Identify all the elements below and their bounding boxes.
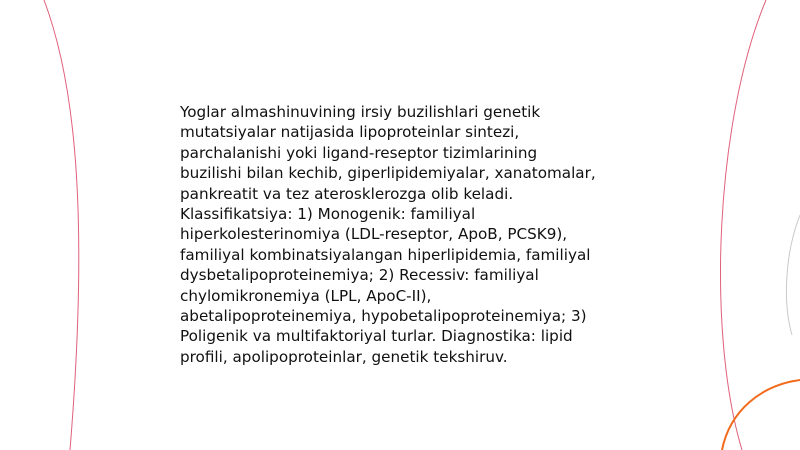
right-arc-decoration [720, 0, 766, 450]
right-gray-arc-decoration [786, 215, 800, 335]
body-text: Yoglar almashinuvining irsiy buzilishlari genetik mutatsiyalar natijasida lipoproteinlar sintezi, parchalanishi yoki ligand-reseptor tizimlarining buzilishi bilan kechib, giperlipidemiyalar, xanatomalar, pankreatit va tez aterosklerozga olib keladi. Klassifikatsiya: 1) Monogenik: familiyal hiperkolesterinomiya (LDL-reseptor, ApoB, PCSK9), familiyal kombinatsiyalangan hiperlipidemia, familiyal dysbetalipoproteinemiya; 2) Recessiv: familiyal chylomikronemiya (LPL, ApoC-II), abetalipoproteinemiya, hypobetalipoproteinemiya; 3) Poligenik va multifaktoriyal turlar. Diagnostika: lipid profili, apolipoproteinlar, genetik tekshiruv. [180, 103, 596, 366]
left-arc-decoration [44, 0, 79, 450]
